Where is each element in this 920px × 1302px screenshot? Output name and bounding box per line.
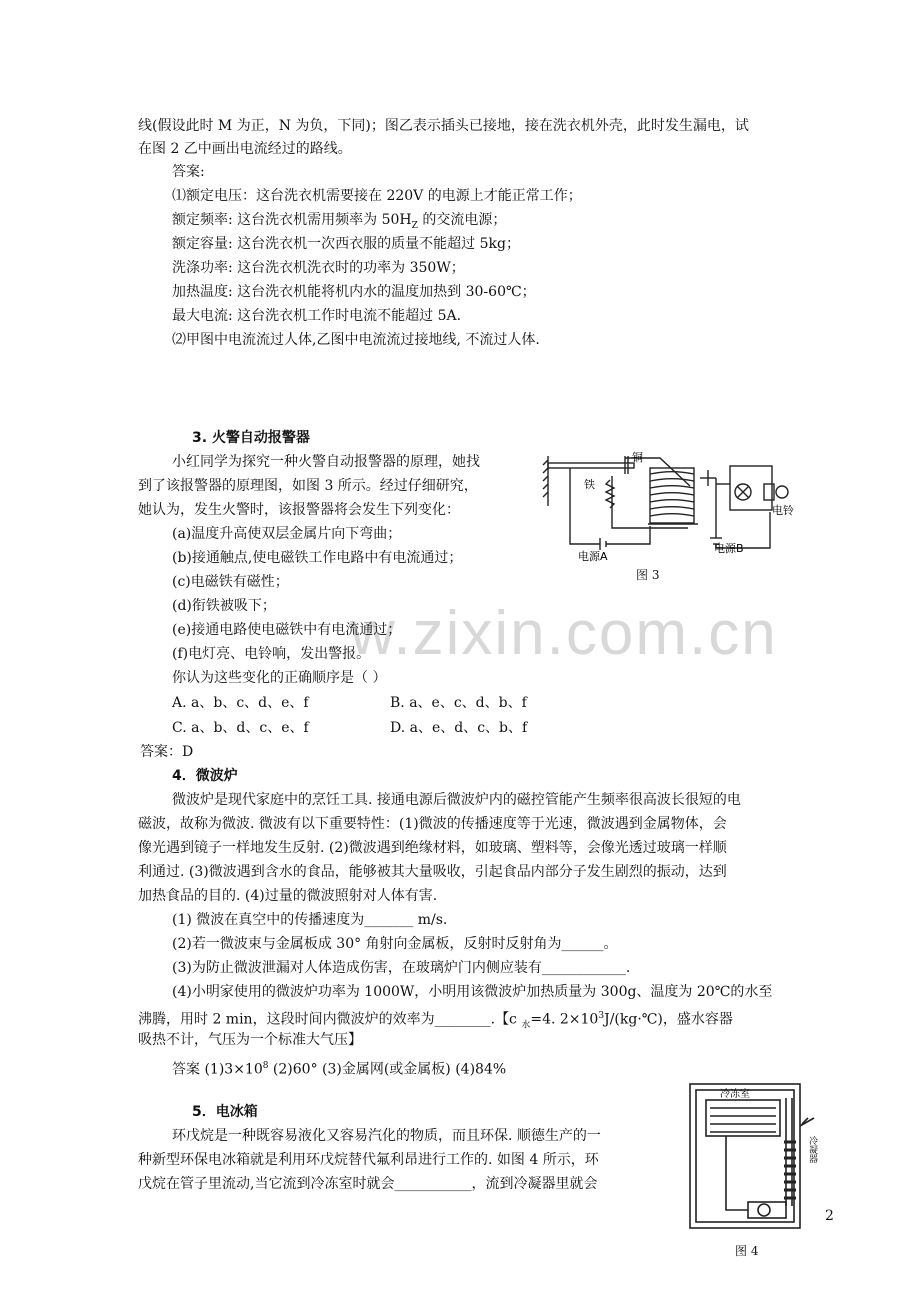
label-iron: 铁: [584, 478, 595, 491]
label-bell: 电铃: [772, 504, 794, 517]
label-source-a: 电源A: [578, 550, 608, 563]
text-line: 利通过. (3)微波遇到含水的食品，能够被其大量吸收，引起食品内部分子发生剧烈的振动，达到: [138, 864, 727, 880]
text-span: =4. 2×10: [530, 1011, 599, 1028]
text-line: (a)温度升高使双层金属片向下弯曲；: [172, 526, 402, 542]
text-line: (e)接通电路使电磁铁中有电流通过；: [172, 622, 402, 638]
text-line: 环戊烷是一种既容易液化又容易汽化的物质，而且环保. 顺德生产的一: [172, 1128, 601, 1144]
text-line: [172, 210, 506, 236]
text-sub: Z: [411, 220, 418, 231]
text-line: 额定容量: 这台洗衣机一次西衣服的质量不能超过 5kg；: [172, 236, 520, 252]
option-c: C. a、b、d、c、e、f: [172, 720, 309, 736]
text-line: 加热食品的目的. (4)过量的微波照射对人体有害.: [138, 888, 438, 904]
text-line: 像光遇到镜子一样地发生反射. (2)微波遇到绝缘材料，如玻璃、塑料等，会像光透过玻璃一样顺: [138, 840, 727, 856]
text-sub: 水: [521, 1020, 531, 1031]
text-line: 吸热不计，气压为一个标准大气压】: [138, 1032, 362, 1048]
label-freezer: 冷冻室: [720, 1089, 750, 1100]
option-b: B. a、e、c、d、b、f: [390, 695, 527, 711]
figure-3-alarm-diagram: [540, 448, 800, 566]
text-line: 加热温度: 这台洗衣机能将机内水的温度加热到 30-60℃；: [172, 284, 536, 300]
text-span: 额定频率: 这台洗衣机需用频率为 50H: [172, 212, 412, 228]
text-sup: 8: [262, 1061, 269, 1071]
text-line: 小红同学为探究一种火警自动报警器的原理，她找: [172, 454, 480, 470]
watermark: w.zixin.com.cn: [350, 599, 778, 668]
text-line: 你认为这些变化的正确顺序是（ ）: [172, 670, 387, 686]
text-line: 她认为，发生火警时，该报警器将会发生下列变化：: [138, 502, 460, 518]
page-number: 2: [825, 1208, 834, 1224]
text-line: (1) 微波在真空中的传播速度为_______ m/s.: [172, 912, 448, 928]
figure-3-caption: 图 3: [636, 568, 660, 582]
text-span: 沸腾，用时 2 min，这段时间内微波炉的效率为________.【c: [138, 1011, 522, 1028]
text-line: 答案:: [172, 164, 205, 180]
text-span: (2)60° (3)金属网(或金属板) (4)84%: [268, 1061, 507, 1078]
text-line: 戊烷在管子里流动,当它流到冷冻室时就会___________，流到冷凝器里就会: [138, 1176, 598, 1192]
text-line: (4)小明家使用的微波炉功率为 1000W，小明用该微波炉加热质量为 300g、温度为 20℃的水至: [172, 984, 773, 1000]
text-line: ⑴额定电压：这台洗衣机需要接在 220V 的电源上才能正常工作；: [172, 188, 582, 204]
section-heading: 4．微波炉: [172, 768, 238, 784]
text-line: 最大电流: 这台洗衣机工作时电流不能超过 5A.: [172, 308, 462, 324]
text-line: (d)衔铁被吸下；: [172, 598, 276, 614]
label-condenser: 冷凝器: [807, 1136, 817, 1163]
answer: 答案：D: [140, 744, 194, 760]
text-sup: 3: [598, 1011, 605, 1021]
text-line: 磁波，故称为微波. 微波有以下重要特性：(1)微波的传播速度等于光速，微波遇到金属物体，会: [138, 816, 727, 832]
option-a: A. a、b、c、d、e、f: [172, 695, 309, 711]
text-line: (c)电磁铁有磁性；: [172, 574, 289, 590]
text-line: 洗涤功率: 这台洗衣机洗衣时的功率为 350W；: [172, 260, 465, 276]
text-line: (f)电灯亮、电铃响，发出警报。: [172, 646, 371, 662]
text-span: J/(kg·℃)，盛水容器: [604, 1011, 733, 1028]
label-source-b: 电源B: [714, 542, 744, 555]
text-line: 微波炉是现代家庭中的烹饪工具. 接通电源后微波炉内的磁控管能产生频率很高波长很短的电: [172, 792, 741, 808]
text-line: (2)若一微波束与金属板成 30° 角射向金属板，反射时反射角为______。: [172, 936, 618, 952]
figure-4-caption: 图 4: [735, 1244, 759, 1258]
text-span: 的交流电源；: [417, 212, 507, 228]
text-line: 种新型环保电冰箱就是利用环戊烷替代氟利昂进行工作的. 如图 4 所示，环: [138, 1152, 599, 1168]
text-line: (b)接通触点,使电磁铁工作电路中有电流通过；: [172, 550, 463, 566]
text-line: 线(假设此时 M 为正，N 为负，下同)；图乙表示插头已接地，接在洗衣机外壳，此时发生漏电，试: [138, 118, 749, 134]
option-d: D. a、e、d、c、b、f: [390, 720, 528, 736]
text-line: ⑵甲图中电流流过人体,乙图中电流流过接地线, 不流过人体.: [172, 332, 540, 348]
text-line: 到了该报警器的原理图，如图 3 所示。经过仔细研究，: [138, 478, 478, 494]
answer: [172, 1056, 506, 1080]
section-heading: 5．电冰箱: [192, 1104, 258, 1120]
text-span: 答案 (1)3×10: [172, 1061, 263, 1078]
section-heading: 3. 火警自动报警器: [192, 430, 310, 446]
figure-4-fridge-diagram: [686, 1078, 826, 1234]
text-line: (3)为防止微波泄漏对人体造成伤害，在玻璃炉门内侧应装有____________.: [172, 960, 631, 976]
label-copper: 铜: [632, 451, 643, 464]
text-line: 在图 2 乙中画出电流经过的路线。: [138, 141, 352, 157]
